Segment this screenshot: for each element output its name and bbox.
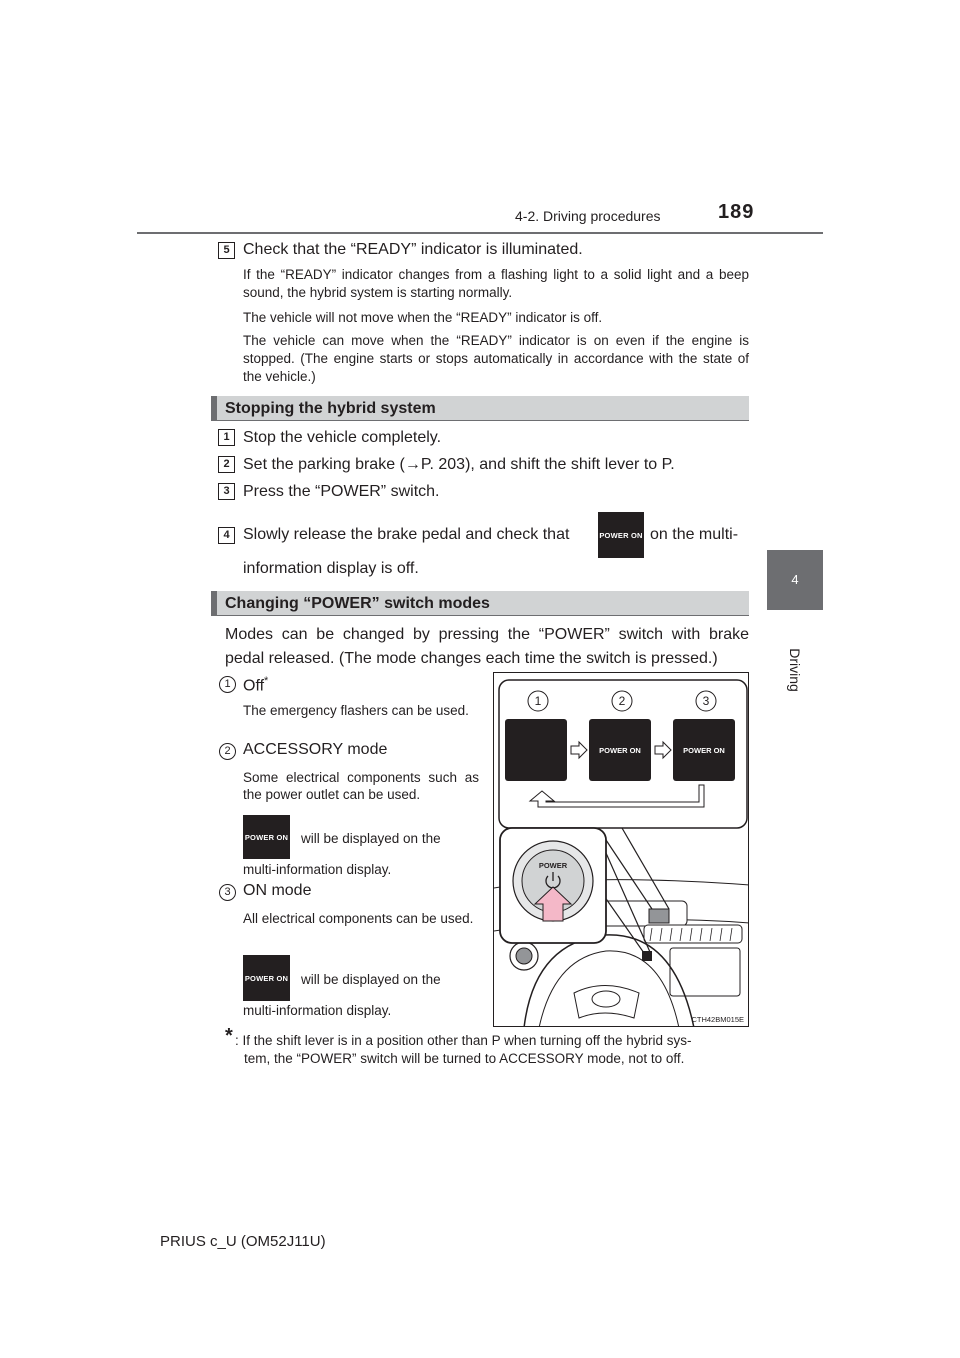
chapter-tab xyxy=(767,550,823,610)
dash-vent-lower xyxy=(644,925,742,943)
step-note: If the “READY” indicator changes from a flashing light to a solid light and a beep sound, the hybrid system is starting normally. xyxy=(243,267,749,300)
page-number: 189 xyxy=(718,201,755,223)
mode-title: ON mode xyxy=(243,882,312,899)
asterisk-mark: * xyxy=(264,675,269,687)
step-text: Stop the vehicle completely. xyxy=(243,429,442,446)
display-tile-off xyxy=(505,719,567,781)
mode-number-circle: 2 xyxy=(219,743,236,760)
header-rule xyxy=(137,232,823,234)
step-number-box: 5 xyxy=(218,242,235,259)
tile-label: POWER ON xyxy=(683,746,725,755)
step-text: Set the parking brake (→P. 203), and shift the shift lever to P. xyxy=(243,456,675,473)
section-intro: Modes can be changed by pressing the “POWER” switch with brake pedal released. (The mode changes each time the switch is pressed.) xyxy=(225,626,749,667)
chapter-number: 4 xyxy=(791,572,799,587)
step-note: The vehicle will not move when the “READY” indicator is off. xyxy=(243,310,603,325)
section-header-stopping: Stopping the hybrid system xyxy=(211,396,749,421)
mode-title-text: Off xyxy=(243,677,265,695)
mode-number-circle: 3 xyxy=(219,884,236,901)
power-switch-label: POWER xyxy=(538,861,568,870)
dash-vent xyxy=(602,901,687,926)
step-text: on the multi- xyxy=(650,526,739,543)
mode-number-circle: 1 xyxy=(219,676,236,693)
section-header-changing: Changing “POWER” switch modes xyxy=(211,591,749,616)
footer-model: PRIUS c_U (OM52J11U) xyxy=(160,1233,326,1250)
step-note: The vehicle can move when the “READY” indicator is on even if the engine is stopped. (The engine starts or stops automatically in accordance with the state of the vehicle.) xyxy=(243,333,749,384)
center-screen xyxy=(670,948,740,996)
step-text: Check that the “READY” indicator is illuminated. xyxy=(243,241,583,258)
power-on-indicator-icon: POWER ON xyxy=(598,512,644,558)
callout-number: 1 xyxy=(534,694,542,708)
display-highlight xyxy=(649,909,669,923)
illustration-drawing xyxy=(494,673,749,1027)
footnote-mark: * xyxy=(225,1025,233,1047)
power-on-indicator-icon: POWER ON xyxy=(243,815,290,859)
step-number-box: 4 xyxy=(218,527,235,544)
step-number-box: 1 xyxy=(218,429,235,446)
callout-number: 3 xyxy=(702,694,710,708)
step-text: information display is off. xyxy=(243,560,419,577)
chapter-label: Driving xyxy=(787,648,803,692)
callout-number: 2 xyxy=(618,694,626,708)
mode-description: All electrical components can be used. xyxy=(243,911,474,926)
toyota-logo-icon xyxy=(592,991,620,1007)
mode-description: The emergency flashers can be used. xyxy=(243,703,469,718)
left-vent-center xyxy=(516,948,532,964)
mode-display-text: will be displayed on the xyxy=(301,831,441,846)
step-text: Press the “POWER” switch. xyxy=(243,483,440,500)
mode-title: ACCESSORY mode xyxy=(243,741,388,758)
mode-display-text: will be displayed on the xyxy=(301,972,441,987)
chapter-label-container xyxy=(760,640,830,700)
step-text: Slowly release the brake pedal and check that xyxy=(243,526,570,543)
power-on-indicator-icon: POWER ON xyxy=(243,955,290,1001)
mode-display-text: multi-information display. xyxy=(243,1003,392,1018)
step-number-box: 3 xyxy=(218,483,235,500)
step-number-box: 2 xyxy=(218,456,235,473)
mode-description: Some electrical components such as the power outlet can be used. xyxy=(243,770,479,802)
power-switch-illustration xyxy=(493,672,749,1027)
footnote-text: : If the shift lever is in a position other than P when turning off the hybrid sys- xyxy=(235,1033,692,1048)
mode-display-text: multi-information display. xyxy=(243,862,392,877)
zoom-line xyxy=(622,828,669,909)
header-section-title: 4-2. Driving procedures xyxy=(515,208,661,224)
tile-label: POWER ON xyxy=(599,746,641,755)
illustration-code: CTH42BM015E xyxy=(691,1015,744,1024)
mode-title xyxy=(243,675,268,695)
footnote-text: tem, the “POWER” switch will be turned to ACCESSORY mode, not to off. xyxy=(244,1051,685,1066)
